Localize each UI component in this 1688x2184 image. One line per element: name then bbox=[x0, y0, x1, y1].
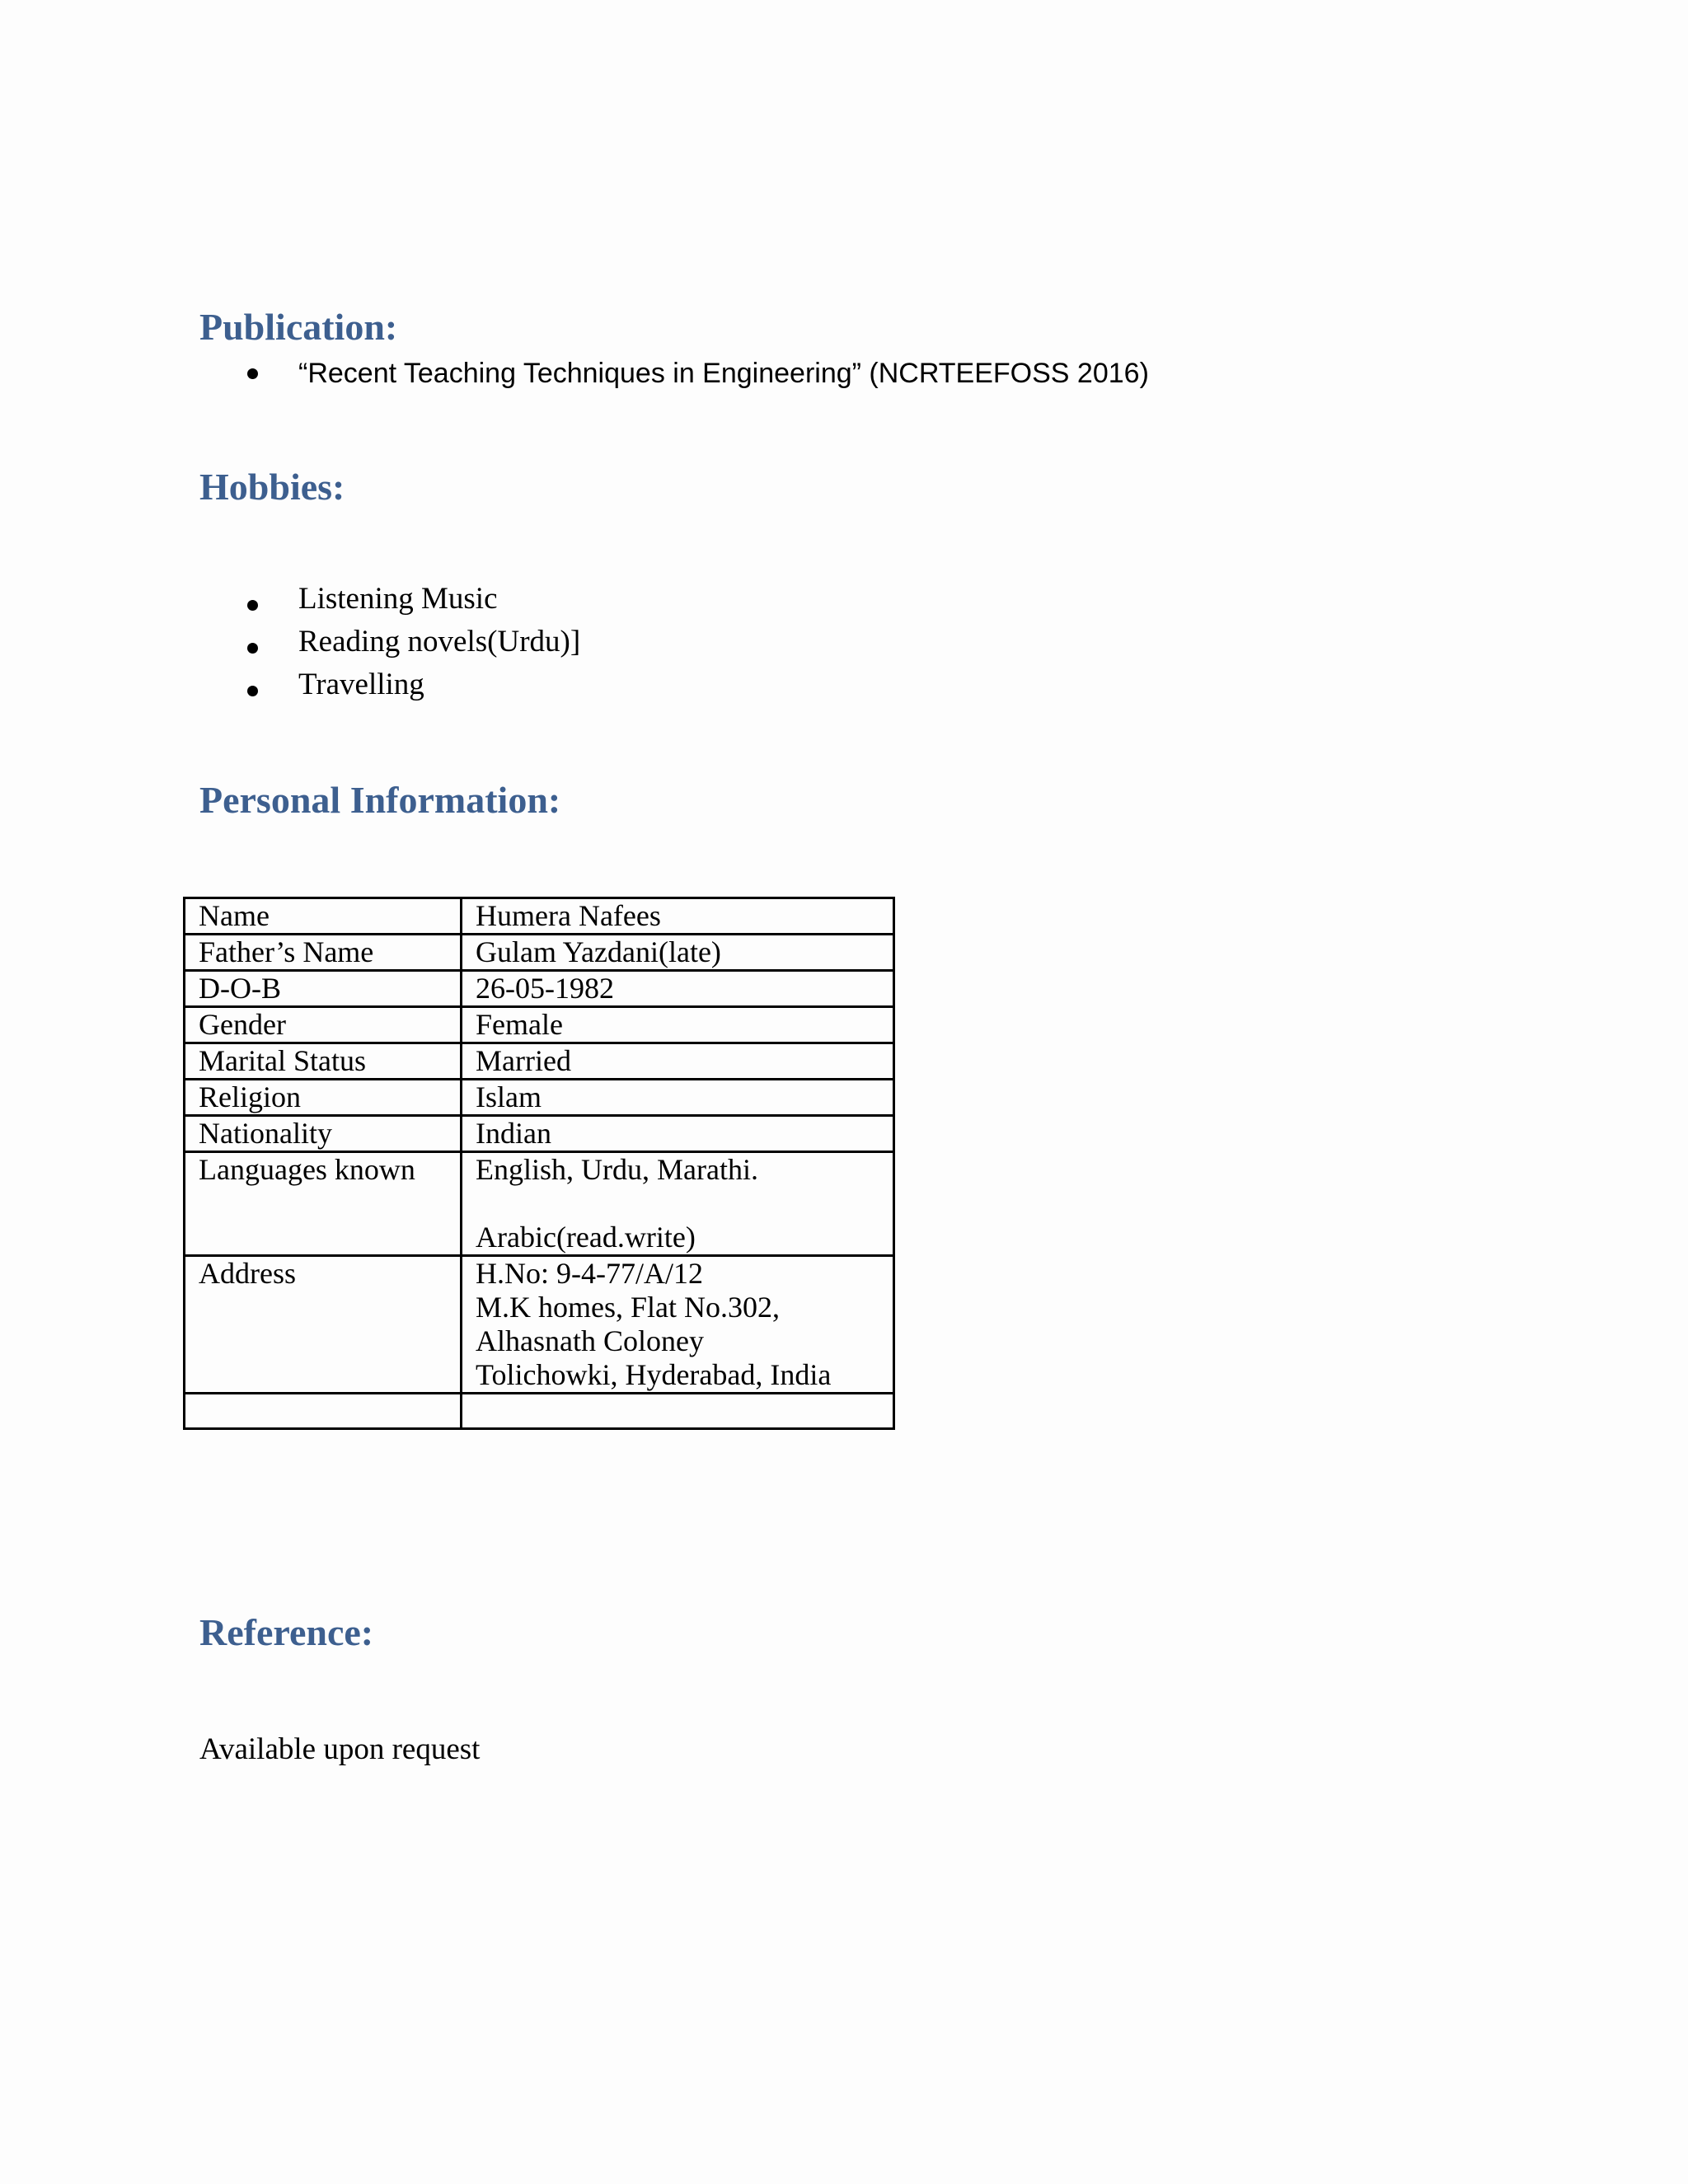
table-row bbox=[185, 1256, 894, 1394]
table-row bbox=[185, 898, 894, 935]
value-line: Indian bbox=[476, 1117, 551, 1150]
table-row bbox=[185, 1152, 894, 1256]
reference-heading: Reference: bbox=[199, 1611, 374, 1653]
field-label: Name bbox=[185, 898, 462, 935]
reference-text: Available upon request bbox=[199, 1732, 481, 1766]
value-line: H.No: 9-4-77/A/12 bbox=[476, 1257, 703, 1290]
bullet-icon bbox=[247, 686, 258, 696]
table-row bbox=[185, 971, 894, 1007]
table-row bbox=[185, 1080, 894, 1116]
field-label bbox=[185, 1394, 462, 1429]
field-value bbox=[462, 1116, 894, 1152]
hobbies-heading: Hobbies: bbox=[199, 466, 345, 508]
table-row bbox=[185, 1007, 894, 1043]
field-value bbox=[462, 1080, 894, 1116]
personal-information-heading: Personal Information: bbox=[199, 779, 561, 821]
table-row bbox=[185, 935, 894, 971]
field-value bbox=[462, 1007, 894, 1043]
hobby-text: Listening Music bbox=[298, 582, 498, 616]
field-label: Nationality bbox=[185, 1116, 462, 1152]
publication-heading: Publication: bbox=[199, 306, 398, 348]
value-line: 26-05-1982 bbox=[476, 972, 614, 1005]
field-value bbox=[462, 971, 894, 1007]
field-value bbox=[462, 1152, 894, 1256]
value-line: Arabic(read.write) bbox=[476, 1221, 696, 1254]
table-row bbox=[185, 1043, 894, 1080]
field-label: D-O-B bbox=[185, 971, 462, 1007]
hobbies-list bbox=[244, 583, 580, 712]
publication-list bbox=[244, 359, 1149, 387]
field-label: Languages known bbox=[185, 1152, 462, 1256]
bullet-icon bbox=[247, 643, 258, 654]
value-line: Humera Nafees bbox=[476, 899, 661, 932]
field-label: Gender bbox=[185, 1007, 462, 1043]
list-item bbox=[244, 626, 580, 669]
field-value bbox=[462, 1256, 894, 1394]
bullet-icon bbox=[247, 368, 258, 379]
field-label: Address bbox=[185, 1256, 462, 1394]
table-row bbox=[185, 1394, 894, 1429]
bullet-icon bbox=[247, 600, 258, 611]
field-value bbox=[462, 898, 894, 935]
field-value bbox=[462, 1394, 894, 1429]
value-line: M.K homes, Flat No.302, bbox=[476, 1291, 780, 1324]
value-line: Alhasnath Coloney bbox=[476, 1324, 704, 1357]
value-line: Islam bbox=[476, 1080, 542, 1113]
value-line: Married bbox=[476, 1044, 571, 1077]
list-item bbox=[244, 359, 1149, 387]
field-label: Religion bbox=[185, 1080, 462, 1116]
publication-title: “Recent Teaching Techniques in Engineering” (NCRTEEFOSS 2016) bbox=[298, 358, 1149, 389]
personal-information-table bbox=[183, 897, 895, 1430]
list-item bbox=[244, 669, 580, 712]
value-line: Female bbox=[476, 1008, 563, 1041]
field-value bbox=[462, 1043, 894, 1080]
field-label: Father’s Name bbox=[185, 935, 462, 971]
list-item bbox=[244, 583, 580, 626]
table-row bbox=[185, 1116, 894, 1152]
value-line: English, Urdu, Marathi. bbox=[476, 1153, 758, 1186]
line-spacer bbox=[476, 1187, 893, 1221]
field-label: Marital Status bbox=[185, 1043, 462, 1080]
value-line: Tolichowki, Hyderabad, India bbox=[476, 1358, 832, 1391]
value-line: Gulam Yazdani(late) bbox=[476, 935, 721, 968]
hobby-text: Reading novels(Urdu)] bbox=[298, 625, 581, 658]
field-value bbox=[462, 935, 894, 971]
hobby-text: Travelling bbox=[298, 668, 424, 701]
